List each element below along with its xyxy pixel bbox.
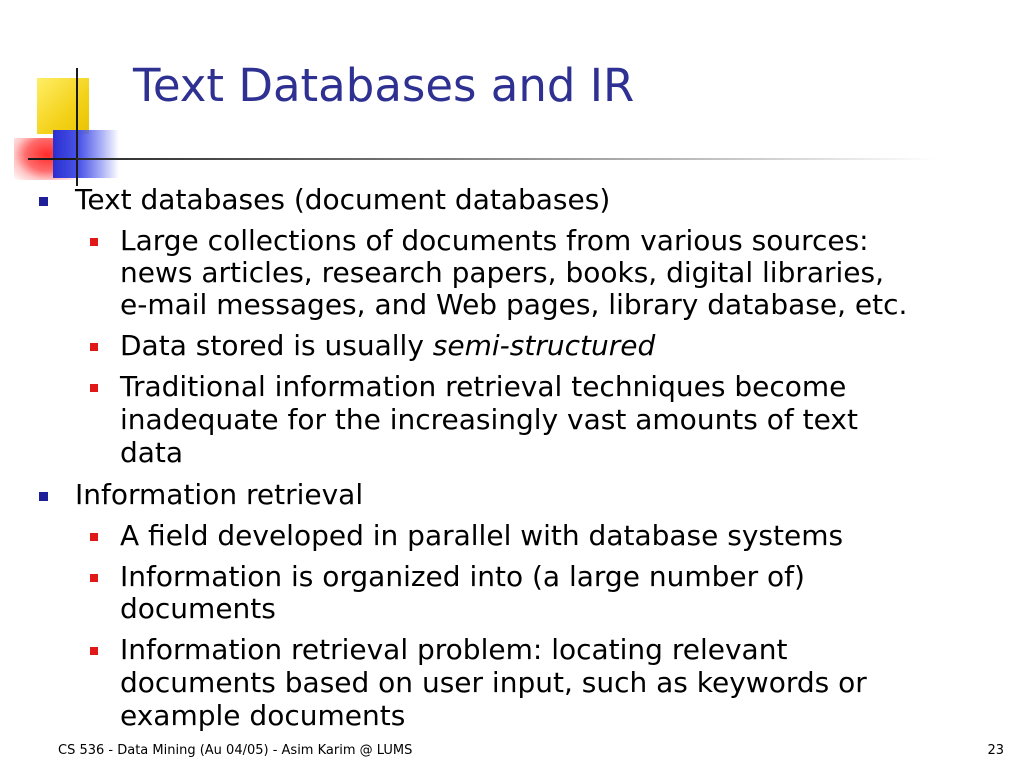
sub-bullet-line: e-mail messages, and Web pages, library database, etc. — [120, 288, 908, 321]
square-bullet-icon — [39, 197, 48, 206]
sub-bullet-line: data — [120, 436, 184, 469]
square-bullet-icon — [39, 492, 48, 501]
blue-square — [53, 130, 119, 178]
sub-bullet-line: documents — [120, 592, 276, 625]
title-rule — [76, 158, 936, 160]
sub-bullet-line: Information is organized into (a large number of) — [120, 560, 805, 593]
yellow-square — [37, 78, 89, 134]
footer-course-info: CS 536 - Data Mining (Au 04/05) - Asim Karim @ LUMS — [58, 743, 413, 758]
red-square-bullet-icon — [90, 533, 98, 541]
sub-bullet-line: inadequate for the increasingly vast amounts of text — [120, 403, 858, 436]
bullet-text: Text databases (document databases) — [75, 183, 611, 216]
corner-squares-logo — [0, 0, 140, 200]
emphasis-text: semi-structured — [432, 329, 656, 362]
red-square-bullet-icon — [90, 343, 98, 351]
red-square-bullet-icon — [90, 574, 98, 582]
sub-bullet-line: Traditional information retrieval techniques become — [120, 370, 847, 403]
bullet-text: Information retrieval — [75, 478, 364, 511]
logo-vertical-line — [76, 68, 78, 186]
red-square-bullet-icon — [90, 238, 98, 246]
sub-bullet-line: example documents — [120, 699, 406, 732]
red-square-bullet-icon — [90, 384, 98, 392]
sub-bullet-line: documents based on user input, such as keywords or — [120, 666, 867, 699]
red-square-bullet-icon — [90, 647, 98, 655]
sub-bullet-prefix: Data stored is usually — [120, 329, 433, 362]
slide-title: Text Databases and IR — [133, 59, 635, 112]
sub-bullet-line — [120, 329, 655, 362]
footer-page-number: 23 — [987, 743, 1004, 758]
sub-bullet-line: Large collections of documents from various sources: — [120, 224, 869, 257]
sub-bullet-line: Information retrieval problem: locating relevant — [120, 633, 788, 666]
sub-bullet-line: news articles, research papers, books, digital libraries, — [120, 256, 885, 289]
sub-bullet-line: A field developed in parallel with database systems — [120, 519, 844, 552]
